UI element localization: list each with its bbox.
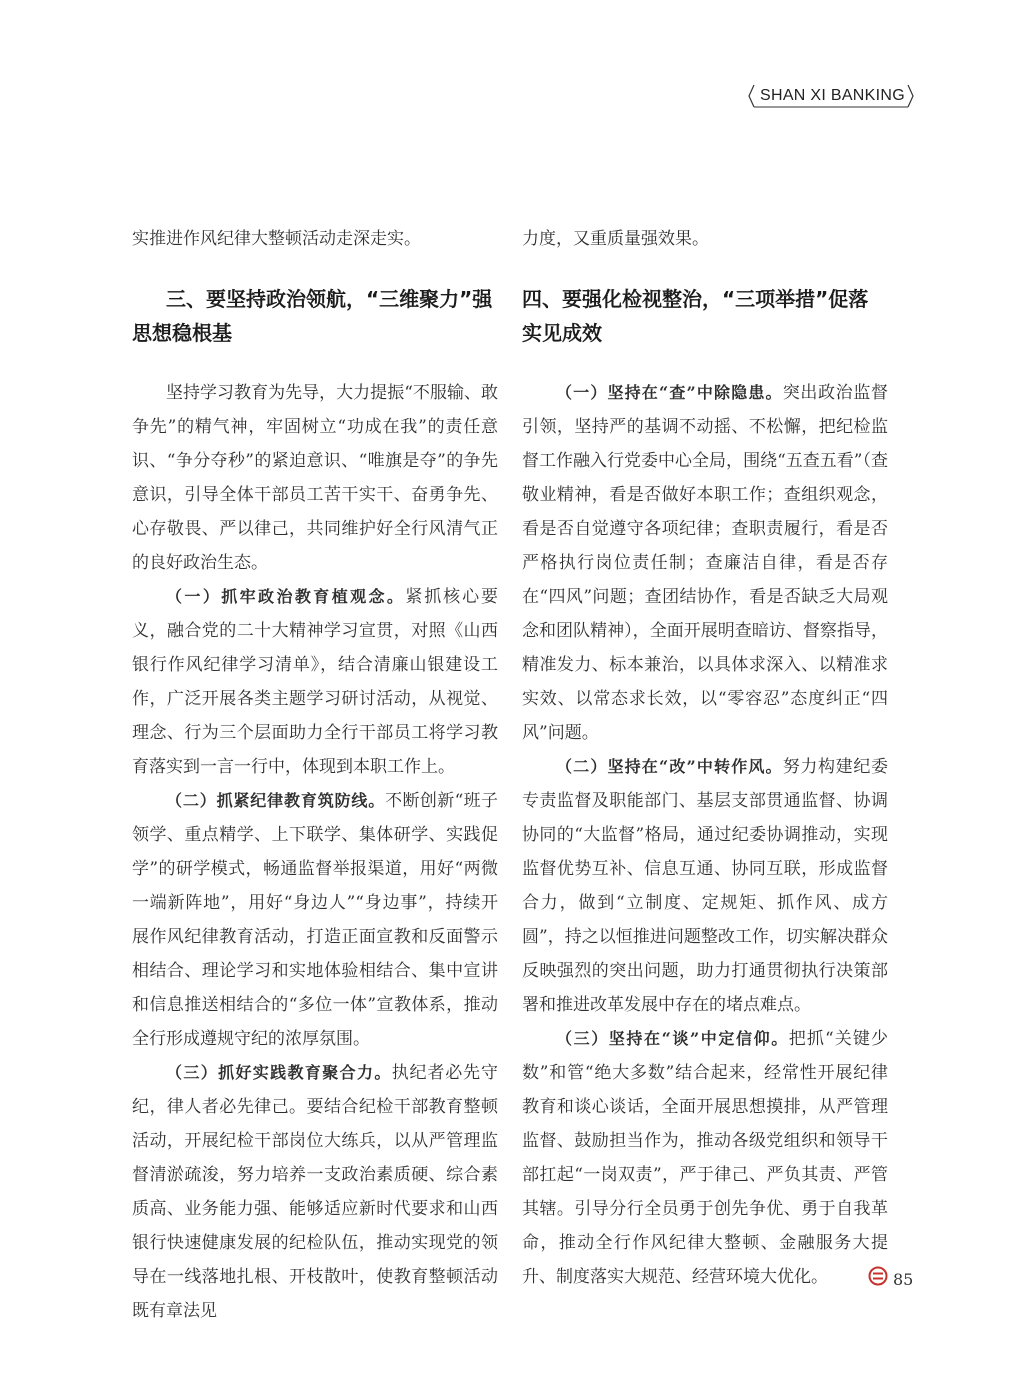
subheading-1: （一）抓牢政治教育植观念。 bbox=[166, 587, 406, 606]
left-column bbox=[132, 222, 498, 1328]
paragraph-r1-text: 突出政治监督引领，坚持严的基调不动摇、不松懈，把纪检监督工作融入行党委中心全局，围绕“五查五看”（查敬业精神，看是否做好本职工作；查组织观念，看是否自觉遵守各项纪律；查职责履行，看是否严格执行岗位责任制；查廉洁自律，看是否存在“四风”问题；查团结协作，看是否缺乏大局观念和团队精神），全面开展明查暗访、督察指导，精准发力、标本兼治，以具体求深入、以精准求实效、以常态求长效，以“零容忍”态度纠正“四风”问题。 bbox=[522, 383, 888, 743]
section-heading-3: 三、要坚持政治领航，“三维聚力”强思想稳根基 bbox=[132, 287, 493, 345]
running-header bbox=[748, 84, 914, 108]
subheading-r1: （一）坚持在“查”中除隐患。 bbox=[556, 383, 783, 402]
paragraph-r1 bbox=[522, 376, 888, 750]
paragraph-1 bbox=[132, 580, 498, 784]
paragraph-2-text: 不断创新“班子领学、重点精学、上下联学、集体研学、实践促学”的研学模式，畅通监督举报渠道，用好“两微一端新阵地”，用好“身边人”“身边事”，持续开展作风纪律教育活动，打造正面宣教和反面警示相结合、理论学习和实地体验相结合、集中宣讲和信息推送相结合的“多位一体”宣教体系，推动全行形成遵规守纪的浓厚氛围。 bbox=[132, 791, 498, 1049]
magazine-title: SHAN XI BANKING bbox=[760, 87, 905, 104]
paragraph-r3-text: 把抓“关键少数”和管“绝大多数”结合起来，经常性开展纪律教育和谈心谈话，全面开展思想摸排，从严管理监督、鼓励担当作为，推动各级党组织和领导干部扛起“一岗双责”，严于律己、严负其责、严管其辖。引导分行全员勇于创先争优、勇于自我革命，推动全行作风纪律大整顿、金融服务大提升、制度落实大规范、经营环境大优化。 bbox=[522, 1029, 888, 1287]
right-column bbox=[522, 222, 888, 1298]
paragraph-3 bbox=[132, 1056, 498, 1328]
subheading-2: （二）抓紧纪律教育筑防线。 bbox=[166, 791, 386, 810]
subheading-r3: （三）坚持在“谈”中定信仰。 bbox=[556, 1029, 789, 1048]
paragraph-3-text: 执纪者必先守纪，律人者必先律己。要结合纪检干部教育整顿活动，开展纪检干部岗位大练兵，以从严管理监督清淤疏浚，努力培养一支政治素质硬、综合素质高、业务能力强、能够适应新时代要求和山西银行快速健康发展的纪检队伍，推动实现党的领导在一线落地扎根、开枝散叶，使教育整顿活动既有章法见 bbox=[132, 1063, 498, 1321]
continued-text: 实推进作风纪律大整顿活动走深走实。 bbox=[132, 229, 421, 249]
paragraph-r2 bbox=[522, 750, 888, 1022]
page-number: 85 bbox=[893, 1270, 914, 1289]
continued-text-right: 力度，又重质量强效果。 bbox=[522, 229, 709, 249]
subheading-3: （三）抓好实践教育聚合力。 bbox=[166, 1063, 392, 1082]
intro-paragraph: 坚持学习教育为先导，大力提振“不服输、敢争先”的精气神，牢固树立“功成在我”的责任意识、“争分夺秒”的紧迫意识、“唯旗是夺”的争先意识，引导全体干部员工苦干实干、奋勇争先、心存敬畏、严以律己，共同维护好全行风清气正的良好政治生态。 bbox=[132, 383, 498, 573]
paragraph-r3 bbox=[522, 1022, 888, 1298]
subheading-r2: （二）坚持在“改”中转作风。 bbox=[556, 757, 783, 776]
paragraph-2 bbox=[132, 784, 498, 1056]
end-mark-logo-icon bbox=[834, 1264, 888, 1298]
paragraph-1-text: 紧抓核心要义，融合党的二十大精神学习宣贯，对照《山西银行作风纪律学习清单》，结合清廉山银建设工作，广泛开展各类主题学习研讨活动，从视觉、理念、行为三个层面助力全行干部员工将学习教育落实到一言一行中，体现到本职工作上。 bbox=[132, 587, 498, 777]
section-heading-4: 四、要强化检视整治，“三项举措”促落实见成效 bbox=[522, 287, 869, 345]
paragraph-r2-text: 努力构建纪委专责监督及职能部门、基层支部贯通监督、协调协同的“大监督”格局，通过纪委协调推动，实现监督优势互补、信息互通、协同互联，形成监督合力，做到“立制度、定规矩、抓作风、成方圆”，持之以恒推进问题整改工作，切实解决群众反映强烈的突出问题，助力打通贯彻执行决策部署和推进改革发展中存在的堵点难点。 bbox=[522, 757, 888, 1015]
